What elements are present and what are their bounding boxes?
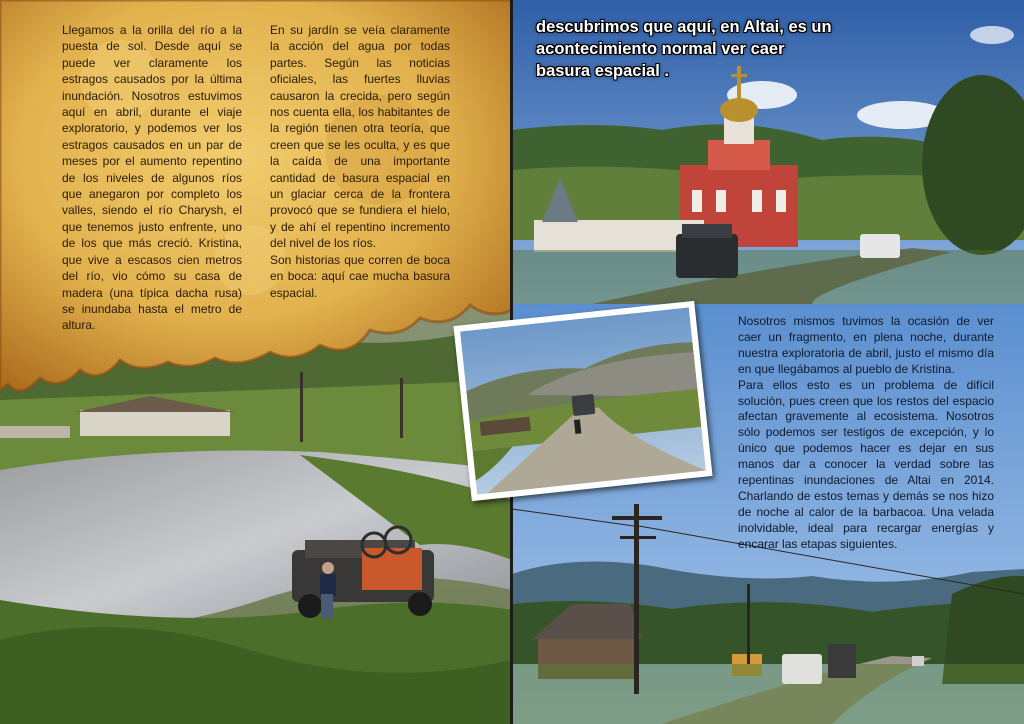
right-top-section bbox=[512, 0, 1024, 304]
paragraph: En su jardín se veía claramente la acción del agua por todas partes. Según las noticias oficiales, las fuertes lluvias causaron la crecida, pero según nos cuenta ella, los habitantes de la región tienen otra teoría, que creen que se les oculta, y es que la caída de una importante cantidad de basura espacial en un glaciar cerca de la frontera provocó que se fundiera el hielo, y de ahí el repentino incremento del nivel de los ríos. bbox=[270, 23, 450, 251]
road-photo bbox=[460, 307, 706, 494]
text-column-2 bbox=[270, 22, 450, 301]
headline: descubrimos que aquí, en Altai, es un acontecimiento normal ver caer basura espacial . bbox=[536, 18, 832, 80]
paragraph: Nosotros mismos tuvimos la ocasión de ver caer un fragmento, en plena noche, durante nuestra exploratoria de abril, justo el mismo día en que llegábamos al pueblo de Kristina. bbox=[738, 314, 994, 376]
inset-photo-frame bbox=[453, 301, 712, 501]
text-column-3 bbox=[738, 314, 994, 553]
paragraph: Llegamos a la orilla del río a la puesta de sol. Desde aquí se puede ver claramente los estragos causados por la última inundación. Nosotros estuvimos aquí en abril, durante el viaje exploratorio, y podemos ver los estragos causados en un par de meses por el aumento repentino de los niveles de algunos ríos que anegaron por completo los valles, siendo el río Charysh, el que tenemos justo enfrente, uno de los que más creció. Kristina, que vive a escasos cien metros del río, vio cómo su casa de madera (una típica dacha rusa) se inundaba hasta el metro de altura. bbox=[62, 23, 242, 333]
paragraph: Para ellos esto es un problema de difícil solución, pues creen que los restos del espacio afectan gravemente al ecosistema. Nosotros sólo podemos ser testigos de excepción, y lo único que podemos hacer es dejar en sus manos dar a conocer la verdad sobre las repentinas inundaciones de Altai en 2014. Charlando de estos temas y demás se nos hizo de noche al calor de la barbacoa. Una velada inolvidable, ideal para recargar energías y encarar las etapas siguientes. bbox=[738, 377, 994, 551]
paragraph: Son historias que corren de boca en boca: aquí cae mucha basura espacial. bbox=[270, 252, 450, 300]
text-column-1 bbox=[62, 22, 242, 334]
